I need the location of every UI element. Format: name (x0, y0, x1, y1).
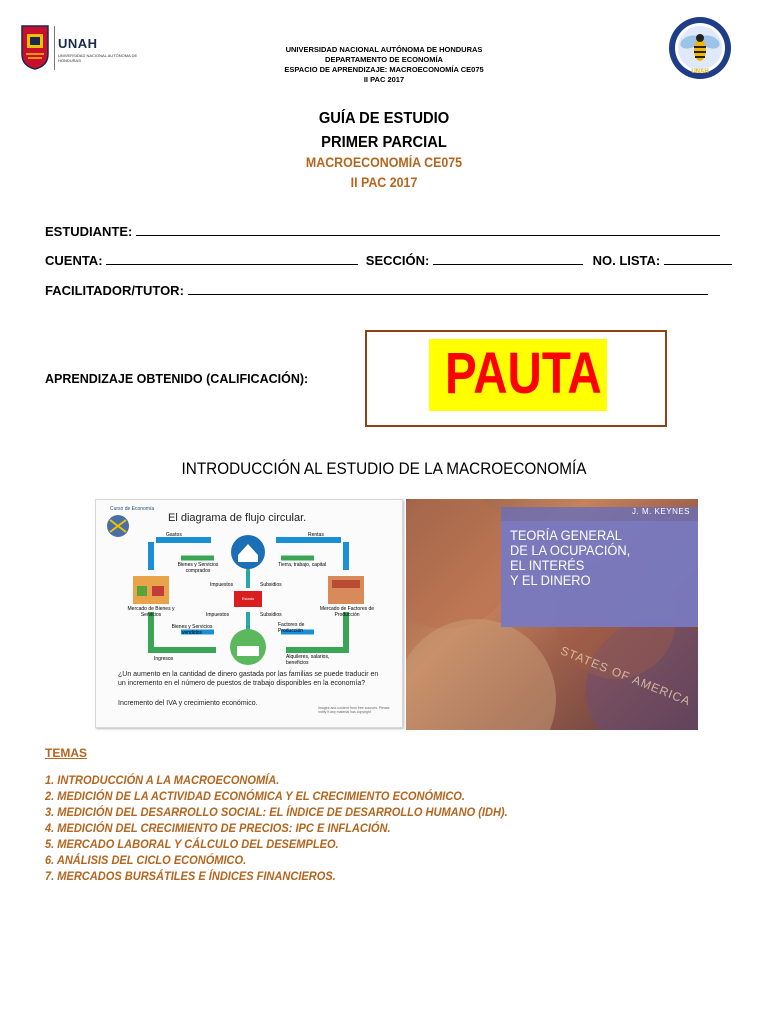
course-title: MACROECONOMÍA CE075 (305, 155, 463, 170)
section-label: SECCIÓN: (365, 253, 430, 268)
label-land-labor: Tierra, trabajo, capital (278, 562, 327, 568)
diagram-title: El diagrama de flujo circular. (168, 512, 307, 524)
topic-item: 4. MEDICIÓN DEL CRECIMIENTO DE PRECIOS: IPC E INFLACIÓN. (45, 821, 391, 835)
label-rents-wages: Alquileres, salarios, beneficios (286, 654, 330, 666)
grade-value: PAUTA (445, 341, 602, 406)
topic-item: 5. MERCADO LABORAL Y CÁLCULO DEL DESEMPLEO. (45, 837, 339, 851)
grade-label: APRENDIZAJE OBTENIDO (CALIFICACIÓN): (45, 372, 309, 386)
diagram-footnote: Images and content from free sources. Please notify if any material has copyright (318, 706, 390, 714)
label-goods-sold: Bienes y Servicios vendidos (171, 624, 213, 636)
book-title-line: Y EL DINERO (510, 573, 591, 588)
keynes-book-cover (406, 499, 698, 730)
logo-subtitle: UNIVERSIDAD NACIONAL AUTÓNOMA DE HONDURAS (58, 53, 138, 63)
topics-list (45, 772, 508, 884)
header-line: UNIVERSIDAD NACIONAL AUTÓNOMA DE HONDURAS (285, 45, 483, 54)
label-factors: Factores de Producción (278, 622, 305, 634)
label-factor-market: Mercado de Factores de Producción (319, 606, 375, 618)
period-title: II PAC 2017 (350, 175, 418, 190)
diagram-question: ¿Un aumento en la cantidad de dinero gastada por las familias se puede traducir en un incremento en el número de puestos de trabajo disponibles en la economía? (118, 671, 379, 687)
book-title (510, 528, 630, 588)
tutor-label: FACILITADOR/TUTOR: (45, 283, 184, 298)
unah-seal-icon (20, 24, 50, 70)
book-title-line: DE LA OCUPACIÓN, (510, 543, 631, 558)
brand-icon (107, 515, 129, 537)
institution-header (200, 45, 568, 85)
book-author: J. M. KEYNES (632, 507, 691, 516)
label-rentas: Rentas (308, 532, 324, 538)
diagram-answer: Incremento del IVA y crecimiento económico. (118, 700, 258, 707)
logo-word: UNAH (58, 36, 98, 51)
account-field[interactable] (106, 254, 358, 265)
grade-box (365, 330, 667, 427)
label-subsidies-top: Subsidios (260, 582, 282, 588)
list-label: NO. LISTA: (592, 253, 661, 268)
student-field[interactable] (136, 225, 720, 236)
brand-label: Curso de Economía (110, 506, 155, 512)
topic-item: 6. ANÁLISIS DEL CICLO ECONÓMICO. (45, 853, 247, 867)
label-goods-bought: Bienes y Servicios comprados (177, 562, 219, 574)
label-gastos: Gastos (166, 532, 182, 538)
header-line: DEPARTAMENTO DE ECONOMÍA (325, 55, 443, 64)
book-title-line: EL INTERÉS (510, 558, 585, 573)
exam-title: PRIMER PARCIAL (321, 134, 447, 151)
unah-logo (20, 24, 140, 74)
topic-item: 7. MERCADOS BURSÁTILES E ÍNDICES FINANCIEROS. (45, 869, 336, 883)
circular-flow-image (95, 499, 403, 728)
intro-heading: INTRODUCCIÓN AL ESTUDIO DE LA MACROECONOMÍA (181, 459, 587, 478)
student-row (45, 224, 720, 239)
list-field[interactable] (664, 254, 732, 265)
label-goods-market: Mercado de Bienes y Servicios (127, 606, 175, 618)
economics-seal (668, 16, 732, 80)
topic-item: 2. MEDICIÓN DE LA ACTIVIDAD ECONÓMICA Y EL CRECIMIENTO ECONÓMICO. (45, 789, 465, 803)
header-line: ESPACIO DE APRENDIZAJE: MACROECONOMÍA CE075 (284, 65, 484, 74)
label-income: Ingresos (154, 656, 174, 662)
coin-text: STATES OF AMERICA (558, 643, 693, 709)
tutor-row (45, 283, 708, 298)
header-line: II PAC 2017 (363, 75, 405, 84)
section-field[interactable] (433, 254, 583, 265)
seal-label: UNAH (691, 69, 709, 75)
topic-item: 3. MEDICIÓN DEL DESARROLLO SOCIAL: EL ÍNDICE DE DESARROLLO HUMANO (IDH). (45, 805, 508, 819)
guide-title: GUÍA DE ESTUDIO (318, 110, 450, 127)
label-taxes-bottom: Impuestos (206, 612, 230, 618)
topics-title: TEMAS (45, 746, 87, 760)
label-subsidies-bottom: Subsidios (260, 612, 282, 618)
tutor-field[interactable] (188, 284, 708, 295)
topic-item: 1. INTRODUCCIÓN A LA MACROECONOMÍA. (45, 773, 280, 787)
account-label: CUENTA: (45, 253, 103, 268)
label-taxes-top: Impuestos (210, 582, 234, 588)
label-state: Estado (241, 596, 255, 601)
account-row (45, 253, 732, 268)
book-title-line: TEORÍA GENERAL (510, 528, 622, 543)
student-label: ESTUDIANTE: (45, 224, 133, 239)
